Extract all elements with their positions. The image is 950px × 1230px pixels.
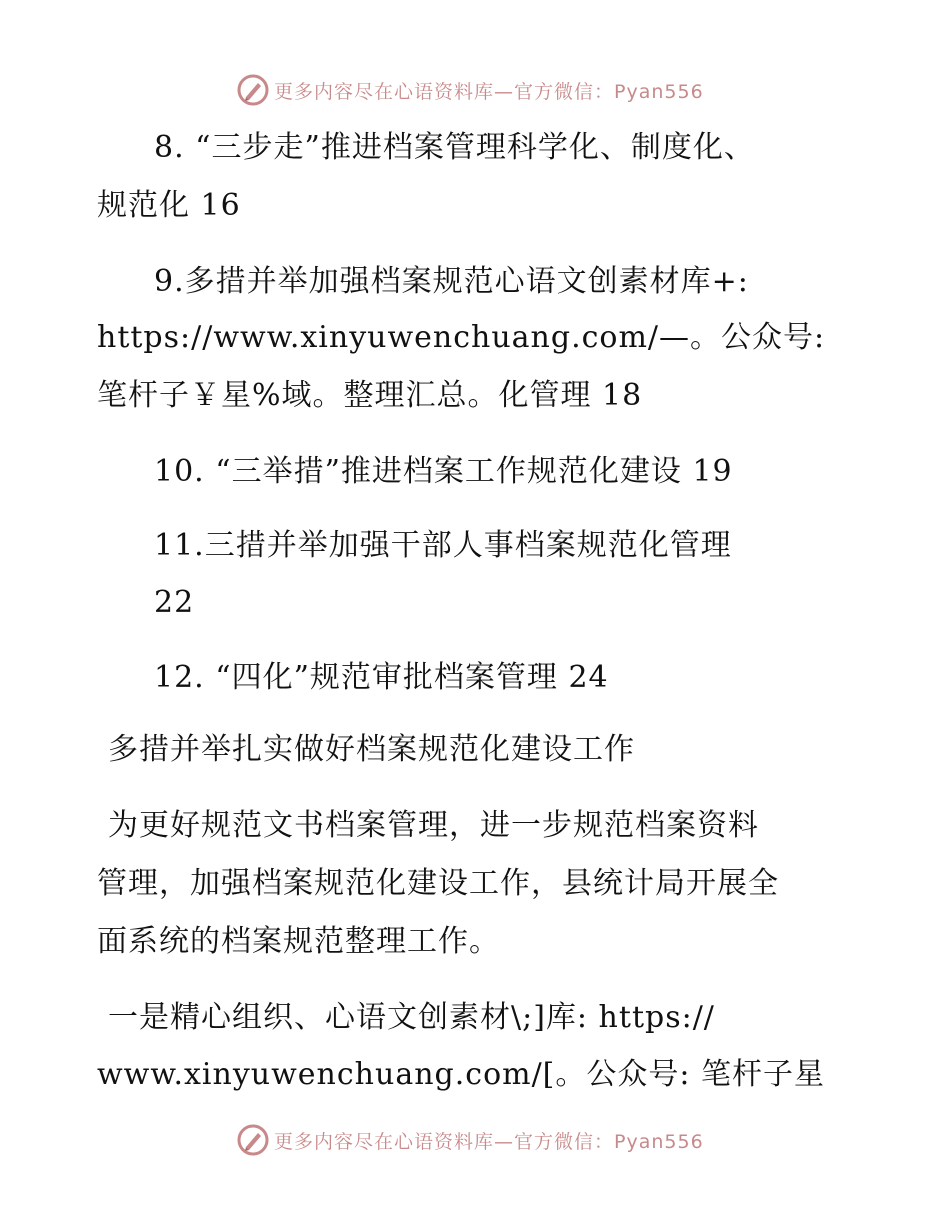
paragraph-1-line2: 管理，加强档案规范化建设工作，县统计局开展全	[97, 866, 779, 901]
toc-item-9-line1: 9.多措并举加强档案规范心语文创素材库+:	[154, 264, 749, 299]
paragraph-2-line2: www.xinyuwenchuang.com/[。公众号: 笔杆子星	[97, 1057, 826, 1092]
toc-item-8-line2: 规范化 16	[97, 188, 241, 223]
paragraph-2-line1: 一是精心组织、心语文创素材\;]库: https://	[108, 1000, 715, 1035]
toc-item-11-line1: 11.三措并举加强干部人事档案规范化管理	[154, 528, 732, 563]
paragraph-1-line1: 为更好规范文书档案管理，进一步规范档案资料	[108, 808, 759, 843]
pen-logo-icon	[236, 1123, 270, 1157]
watermark-text: 更多内容尽在心语资料库—官方微信：Pyan556	[274, 1130, 704, 1153]
pen-logo-icon	[236, 73, 270, 107]
watermark-header	[236, 72, 704, 108]
toc-item-10: 10. “三举措”推进档案工作规范化建设 19	[154, 454, 733, 489]
paragraph-1-line3: 面系统的档案规范整理工作。	[97, 924, 500, 959]
toc-item-9-line2: https://www.xinyuwenchuang.com/—。公众号:	[97, 320, 826, 355]
toc-item-12: 12. “四化”规范审批档案管理 24	[154, 660, 609, 695]
watermark-text: 更多内容尽在心语资料库—官方微信：Pyan556	[274, 80, 704, 103]
watermark-footer	[236, 1122, 704, 1158]
toc-item-11-line2: 22	[154, 585, 195, 620]
toc-item-8-line1: 8. “三步走”推进档案管理科学化、制度化、	[154, 130, 755, 165]
article-title: 多措并举扎实做好档案规范化建设工作	[108, 732, 635, 767]
toc-item-9-line3: 笔杆子￥星%域。整理汇总。化管理 18	[97, 378, 643, 413]
